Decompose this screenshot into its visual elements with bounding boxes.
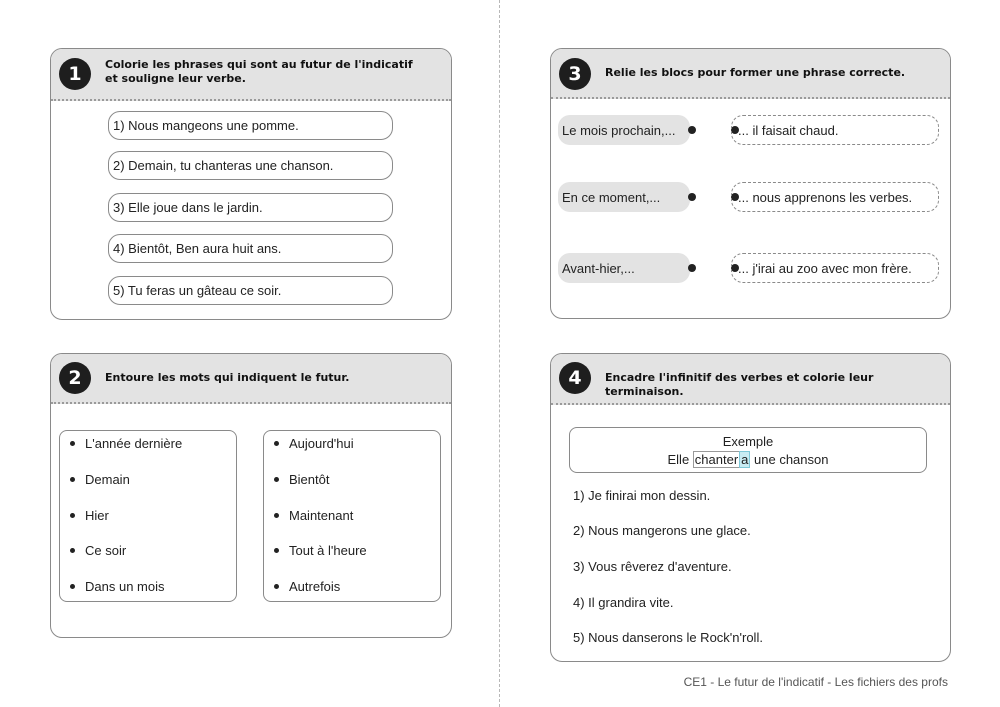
exercise-1-header xyxy=(51,49,451,101)
exercise-2-number: 2 xyxy=(59,362,91,394)
exercise-4-instruction: Encadre l'infinitif des verbes et colorie leur terminaison. xyxy=(605,371,874,398)
exercise-1-instruction: Colorie les phrases qui sont au futur de l'indicatif et souligne leur verbe. xyxy=(105,58,413,85)
exercise-4-card xyxy=(550,353,951,662)
verb-sentence[interactable]: 3) Vous rêverez d'aventure. xyxy=(573,559,732,574)
sentence-start-block[interactable]: Avant-hier,... xyxy=(558,253,690,283)
word-item[interactable]: Tout à l'heure xyxy=(274,543,367,558)
sentence-pill[interactable]: 2) Demain, tu chanteras une chanson. xyxy=(108,151,393,180)
word-item[interactable]: L'année dernière xyxy=(70,436,182,451)
exercise-2-header xyxy=(51,354,451,404)
word-item[interactable]: Hier xyxy=(70,508,109,523)
exercise-3-header xyxy=(551,49,950,99)
sentence-end-block[interactable]: ... il faisait chaud. xyxy=(731,115,939,145)
exercise-2-card xyxy=(50,353,452,638)
example-box xyxy=(569,427,927,473)
example-title: Exemple xyxy=(722,434,774,449)
sentence-end-block[interactable]: ... nous apprenons les verbes. xyxy=(731,182,939,212)
word-list-right xyxy=(263,430,441,602)
verb-sentence[interactable]: 4) Il grandira vite. xyxy=(573,595,674,610)
word-item[interactable]: Maintenant xyxy=(274,508,353,523)
bullet-icon xyxy=(274,513,279,518)
bullet-icon xyxy=(70,548,75,553)
sentence-pill[interactable]: 1) Nous mangeons une pomme. xyxy=(108,111,393,140)
page-footer: CE1 - Le futur de l'indicatif - Les fichiers des profs xyxy=(683,675,948,689)
sentence-pill[interactable]: 4) Bientôt, Ben aura huit ans. xyxy=(108,234,393,263)
exercise-4-header xyxy=(551,354,950,405)
bullet-icon xyxy=(70,513,75,518)
word-item[interactable]: Dans un mois xyxy=(70,579,164,594)
sentence-start-block[interactable]: En ce moment,... xyxy=(558,182,690,212)
exercise-1-number: 1 xyxy=(59,58,91,90)
example-ending: a xyxy=(741,452,749,467)
exercise-3-number: 3 xyxy=(559,58,591,90)
word-item[interactable]: Demain xyxy=(70,472,130,487)
example-infinitive: chanter xyxy=(694,452,739,467)
exercise-3-instruction: Relie les blocs pour former une phrase correcte. xyxy=(605,66,906,79)
sentence-pill[interactable]: 3) Elle joue dans le jardin. xyxy=(108,193,393,222)
verb-sentence[interactable]: 2) Nous mangerons une glace. xyxy=(573,523,751,538)
bullet-icon xyxy=(274,477,279,482)
word-item[interactable]: Aujourd'hui xyxy=(274,436,354,451)
bullet-icon xyxy=(70,441,75,446)
exercise-1-card xyxy=(50,48,452,320)
exercise-3-card xyxy=(550,48,951,319)
verb-sentence[interactable]: 1) Je finirai mon dessin. xyxy=(573,488,711,503)
sentence-end-block[interactable]: ... j'irai au zoo avec mon frère. xyxy=(731,253,939,283)
connector-dot[interactable] xyxy=(688,264,696,272)
example-sentence: Elle chanter a une chanson xyxy=(667,452,829,467)
bullet-icon xyxy=(70,477,75,482)
sentence-start-block[interactable]: Le mois prochain,... xyxy=(558,115,690,145)
bullet-icon xyxy=(70,584,75,589)
verb-sentence[interactable]: 5) Nous danserons le Rock'n'roll. xyxy=(573,630,763,645)
page-divider xyxy=(499,0,500,707)
word-list-left xyxy=(59,430,237,602)
sentence-pill[interactable]: 5) Tu feras un gâteau ce soir. xyxy=(108,276,393,305)
exercise-4-number: 4 xyxy=(559,362,591,394)
word-item[interactable]: Bientôt xyxy=(274,472,329,487)
exercise-2-instruction: Entoure les mots qui indiquent le futur. xyxy=(105,371,350,384)
word-item[interactable]: Autrefois xyxy=(274,579,340,594)
connector-dot[interactable] xyxy=(688,193,696,201)
bullet-icon xyxy=(274,441,279,446)
bullet-icon xyxy=(274,548,279,553)
bullet-icon xyxy=(274,584,279,589)
word-item[interactable]: Ce soir xyxy=(70,543,126,558)
connector-dot[interactable] xyxy=(688,126,696,134)
